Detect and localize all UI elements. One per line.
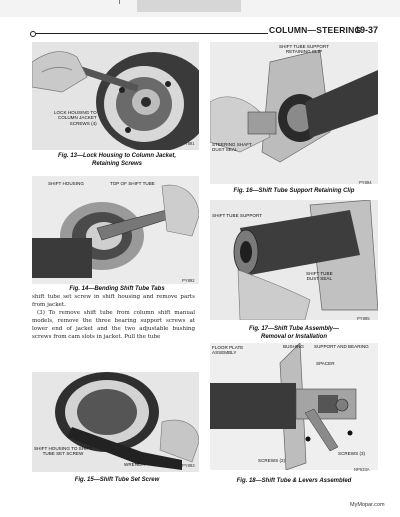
fig18-label-bushing: BUSHING [283, 344, 304, 349]
fig16-label-retaining-clip: SHIFT TUBE SUPPORT RETAINING CLIP [279, 44, 330, 55]
fig16-code: PY894 [359, 180, 372, 185]
fig18-code: NP533A [354, 467, 370, 472]
fig17-label-support: SHIFT TUBE SUPPORT [212, 213, 263, 218]
fig13-caption: Fig. 13—Lock Housing to Column Jacket, Retaining Screws [57, 153, 177, 167]
fig13-label-lock-housing: LOCK HOUSING TO COLUMN JACKET SCREWS (4) [54, 110, 97, 126]
fig16-caption: Fig. 16—Shift Tube Support Retaining Clip [233, 188, 355, 194]
body-paragraph-1: shift tube set screw in shift housing and remove parts from jacket. [32, 294, 195, 308]
fig14-label-shift-housing: SHIFT HOUSING [48, 181, 84, 186]
fig15-photo [32, 372, 199, 472]
fig13-code: PY891 [182, 141, 195, 146]
fig18-label-screws-3: SCREWS (3) [338, 451, 366, 456]
fig18-caption: Fig. 18—Shift Tube & Levers Assembled [236, 478, 352, 484]
fig14-code: PY892 [182, 278, 195, 283]
fig16-label-dust-seal: STEERING SHAFT DUST SEAL [212, 142, 252, 153]
fig15-label-wrench: WRENCH [124, 462, 145, 467]
watermark: MyMopar.com [350, 502, 385, 508]
top-bar-shade [137, 0, 241, 12]
page-header [0, 24, 400, 40]
section-title: COLUMN—STEERING [269, 25, 362, 35]
fig14-caption: Fig. 14—Bending Shift Tube Tabs [69, 286, 165, 292]
fig14-photo [32, 176, 199, 284]
top-bar [0, 0, 400, 17]
fig15-label-set-screw: SHIFT HOUSING TO SHIFT TUBE SET SCREW [34, 446, 92, 457]
fig15-code: PY893 [182, 463, 195, 468]
fig17-caption: Fig. 17—Shift Tube Assembly— Removal or Installation [248, 326, 340, 340]
body-paragraph-2: (3) To remove shift tube from column shift manual models, remove the three bearing support screws at lower end of jacket and the two adjustable bushing screws from cam slots in jacket. Pull the tube [32, 310, 195, 340]
page-number: 19-37 [355, 25, 379, 35]
fig18-label-support-bearing: SUPPORT AND BEARING [314, 344, 369, 349]
fig16-photo [210, 42, 378, 184]
header-bullet [30, 31, 36, 37]
fig17-code: PY895 [357, 316, 370, 321]
header-rule [36, 33, 268, 34]
fig18-label-screws-2: SCREWS (2) [258, 458, 286, 463]
fig15-caption: Fig. 15—Shift Tube Set Screw [74, 477, 160, 483]
fig17-label-dust-seal: SHIFT TUBE DUST SEAL [306, 271, 333, 282]
fig13-photo [32, 42, 199, 150]
fig18-label-floor-plate: FLOOR PLATE ASSEMBLY [212, 345, 244, 356]
body-text [32, 293, 195, 341]
fig18-label-spacer: SPACER [316, 361, 335, 366]
top-bar-tick [119, 0, 120, 4]
fig14-label-top-of-tube: TOP OF SHIFT TUBE [110, 181, 155, 186]
